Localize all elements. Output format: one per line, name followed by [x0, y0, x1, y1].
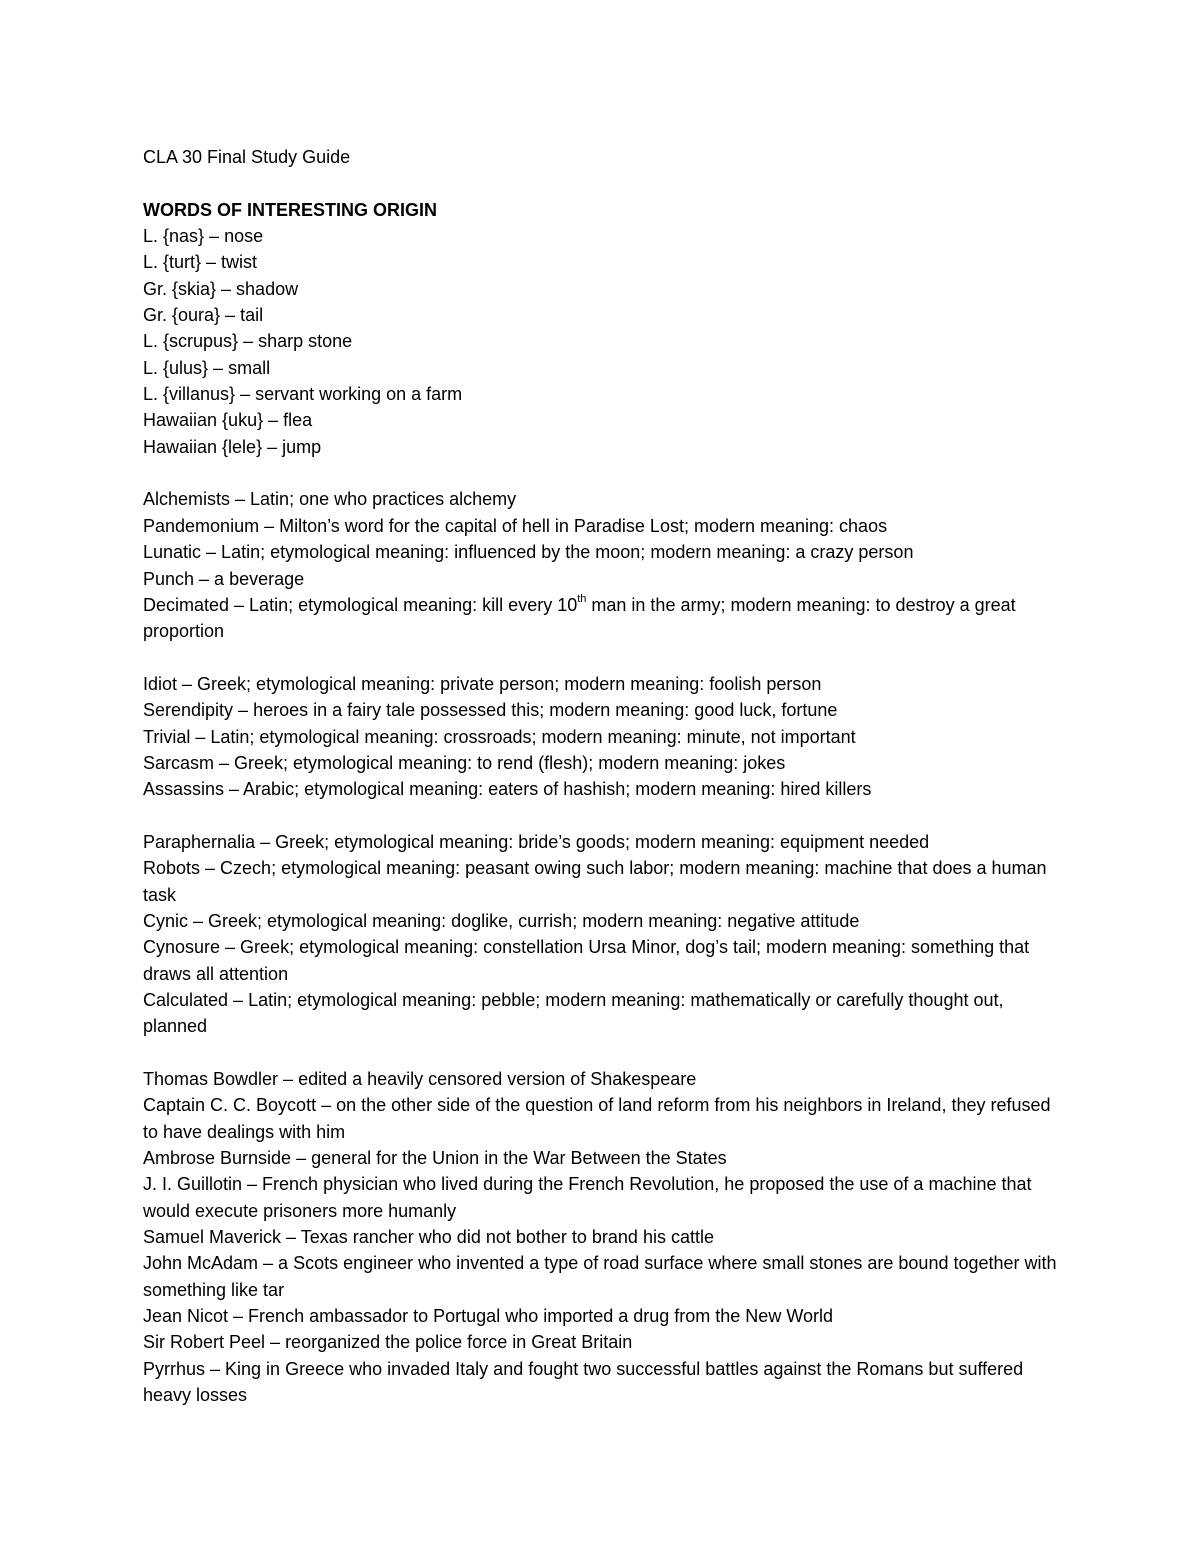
section-heading: WORDS OF INTERESTING ORIGIN: [143, 199, 438, 220]
word-entry: Calculated – Latin; etymological meaning: pebble; modern meaning: mathematically or carefully thought out, planned: [143, 990, 1004, 1037]
word-entry: Serendipity – heroes in a fairy tale possessed this; modern meaning: good luck, fortune: [143, 700, 838, 721]
eponym-entry: Jean Nicot – French ambassador to Portugal who imported a drug from the New World: [143, 1306, 833, 1327]
word-entry-decimated: [143, 592, 1063, 645]
decimated-text-before: Decimated – Latin; etymological meaning: kill every 10: [143, 594, 578, 615]
root-entry: Hawaiian {lele} – jump: [143, 436, 322, 457]
word-entry: Assassins – Arabic; etymological meaning: eaters of hashish; modern meaning: hired killers: [143, 779, 872, 800]
root-entry: L. {villanus} – servant working on a farm: [143, 384, 463, 405]
eponym-group: [143, 1066, 1063, 1408]
eponym-entry: J. I. Guillotin – French physician who lived during the French Revolution, he proposed the use of a machine that would execute prisoners more humanly: [143, 1174, 1032, 1221]
eponym-entry: Captain C. C. Boycott – on the other side of the question of land reform from his neighbors in Ireland, they refused to have dealings with him: [143, 1095, 1051, 1142]
word-group-3: [143, 829, 1063, 1040]
word-entry: Trivial – Latin; etymological meaning: crossroads; modern meaning: minute, not important: [143, 726, 856, 747]
root-entry: L. {ulus} – small: [143, 357, 271, 378]
word-group-2: [143, 671, 1063, 803]
document-page: [143, 144, 1063, 1409]
spacer: [143, 645, 1063, 671]
spacer: [143, 170, 1063, 196]
eponym-entry: John McAdam – a Scots engineer who invented a type of road surface where small stones are bound together with something like tar: [143, 1253, 1057, 1300]
word-entry: Pandemonium – Milton’s word for the capital of hell in Paradise Lost; modern meaning: chaos: [143, 515, 888, 536]
root-entry: L. {turt} – twist: [143, 252, 258, 273]
word-entry: Sarcasm – Greek; etymological meaning: to rend (flesh); modern meaning: jokes: [143, 752, 786, 773]
eponym-entry: Pyrrhus – King in Greece who invaded Italy and fought two successful battles against the Romans but suffered heavy losses: [143, 1358, 1024, 1406]
word-entry: Punch – a beverage: [143, 568, 305, 589]
word-entry: Paraphernalia – Greek; etymological meaning: bride’s goods; modern meaning: equipment needed: [143, 831, 930, 852]
word-entry: Idiot – Greek; etymological meaning: private person; modern meaning: foolish person: [143, 673, 822, 694]
word-entry: Alchemists – Latin; one who practices alchemy: [143, 489, 517, 510]
eponym-entry: Thomas Bowdler – edited a heavily censored version of Shakespeare: [143, 1069, 697, 1090]
root-entry: L. {scrupus} – sharp stone: [143, 331, 353, 352]
root-entry: Gr. {oura} – tail: [143, 305, 264, 326]
word-entry: Robots – Czech; etymological meaning: peasant owing such labor; modern meaning: machine that does a human task: [143, 858, 1047, 905]
document-title: CLA 30 Final Study Guide: [143, 147, 351, 167]
spacer: [143, 460, 1063, 486]
word-entry: Cynosure – Greek; etymological meaning: constellation Ursa Minor, dog’s tail; modern meaning: something that draws all attention: [143, 937, 1030, 984]
word-entry: Cynic – Greek; etymological meaning: doglike, currish; modern meaning: negative attitude: [143, 910, 860, 931]
spacer: [143, 1040, 1063, 1066]
eponym-entry: Ambrose Burnside – general for the Union in the War Between the States: [143, 1148, 727, 1169]
spacer: [143, 803, 1063, 829]
root-entry: L. {nas} – nose: [143, 226, 264, 247]
decimated-text-after: man in the army; modern meaning: to destroy a great proportion: [143, 594, 1016, 642]
eponym-entry: Samuel Maverick – Texas rancher who did not bother to brand his cattle: [143, 1227, 714, 1248]
eponym-entry: Sir Robert Peel – reorganized the police force in Great Britain: [143, 1332, 633, 1353]
root-entry: Gr. {skia} – shadow: [143, 278, 299, 299]
word-entry: Lunatic – Latin; etymological meaning: influenced by the moon; modern meaning: a crazy person: [143, 542, 914, 563]
root-entry: Hawaiian {uku} – flea: [143, 410, 313, 431]
roots-list: [143, 223, 1063, 460]
word-group-1: [143, 486, 1063, 644]
ordinal-superscript: th: [577, 592, 587, 605]
